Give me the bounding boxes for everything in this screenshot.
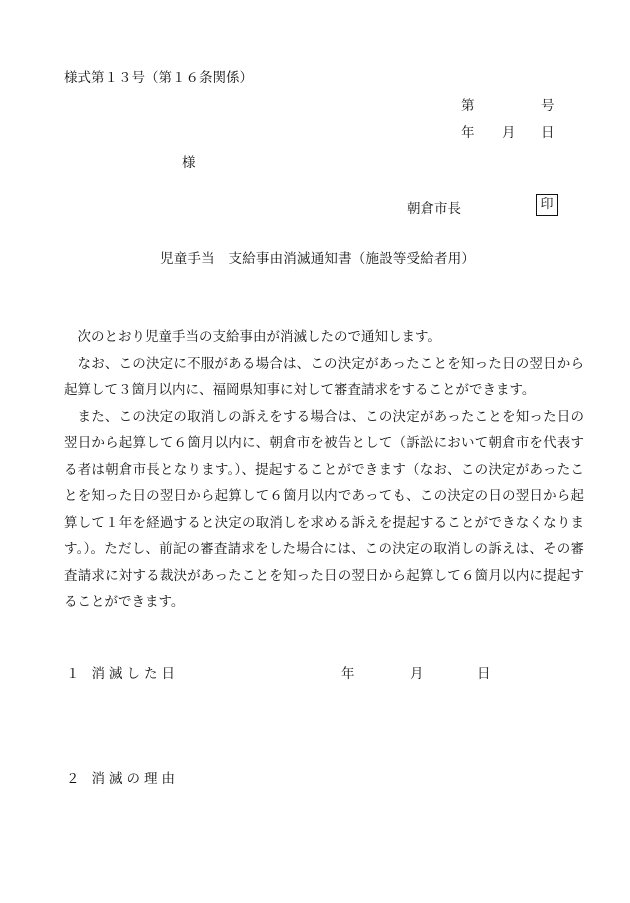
issuer-name: 朝倉市長 — [407, 201, 461, 217]
body-paragraph-appeal: なお、この決定に不服がある場合は、この決定があったことを知った日の翌日から起算して３箇月以内に、福岡県知事に対して審査請求をすることができます。 — [64, 355, 584, 398]
item-extinction-reason — [66, 767, 179, 787]
extinction-date-day: 日 — [477, 666, 491, 682]
issue-date-day: 日 — [541, 125, 555, 141]
issue-date-year: 年 — [461, 125, 475, 141]
form-number: 様式第１３号（第１６条関係） — [64, 70, 253, 86]
item-extinction-date — [66, 662, 179, 682]
document-number-suffix: 号 — [541, 98, 555, 114]
item-number: １ — [66, 666, 80, 682]
item-label: 消滅した日 — [91, 666, 179, 682]
document-number-prefix: 第 — [461, 98, 475, 114]
body-paragraph-notice: 次のとおり児童手当の支給事由が消滅したので通知します。 — [77, 329, 441, 345]
extinction-date-month: 月 — [410, 666, 424, 682]
document-title: 児童手当 支給事由消滅通知書（施設等受給者用） — [160, 251, 476, 267]
item-label: 消滅の理由 — [91, 771, 179, 787]
body-paragraph-lawsuit: また、この決定の取消しの訴えをする場合は、この決定があったことを知った日の翌日から起算して６箇月以内に、朝倉市を被告として（訴訟において朝倉市を代表する者は朝倉市長となります。）、提起することができます（なお、この決定があったことを知った日の翌日から起算して６箇月以内であっても、この決定の日の翌日から起算して１年を経過すると決定の取消しを求める訴えを提起することができなくなります。）。ただし、前記の審査請求をした場合には、この決定の取消しの訴えは、その審査請求に対する裁決があったことを知った日の翌日から起算して６箇月以内に提起することができます。 — [64, 408, 584, 610]
seal-box: 印 — [536, 194, 558, 216]
notice-body — [64, 324, 584, 616]
recipient-honorific: 様 — [182, 155, 196, 171]
item-number: ２ — [66, 771, 80, 787]
issue-date-month: 月 — [502, 125, 516, 141]
extinction-date-year: 年 — [341, 666, 355, 682]
